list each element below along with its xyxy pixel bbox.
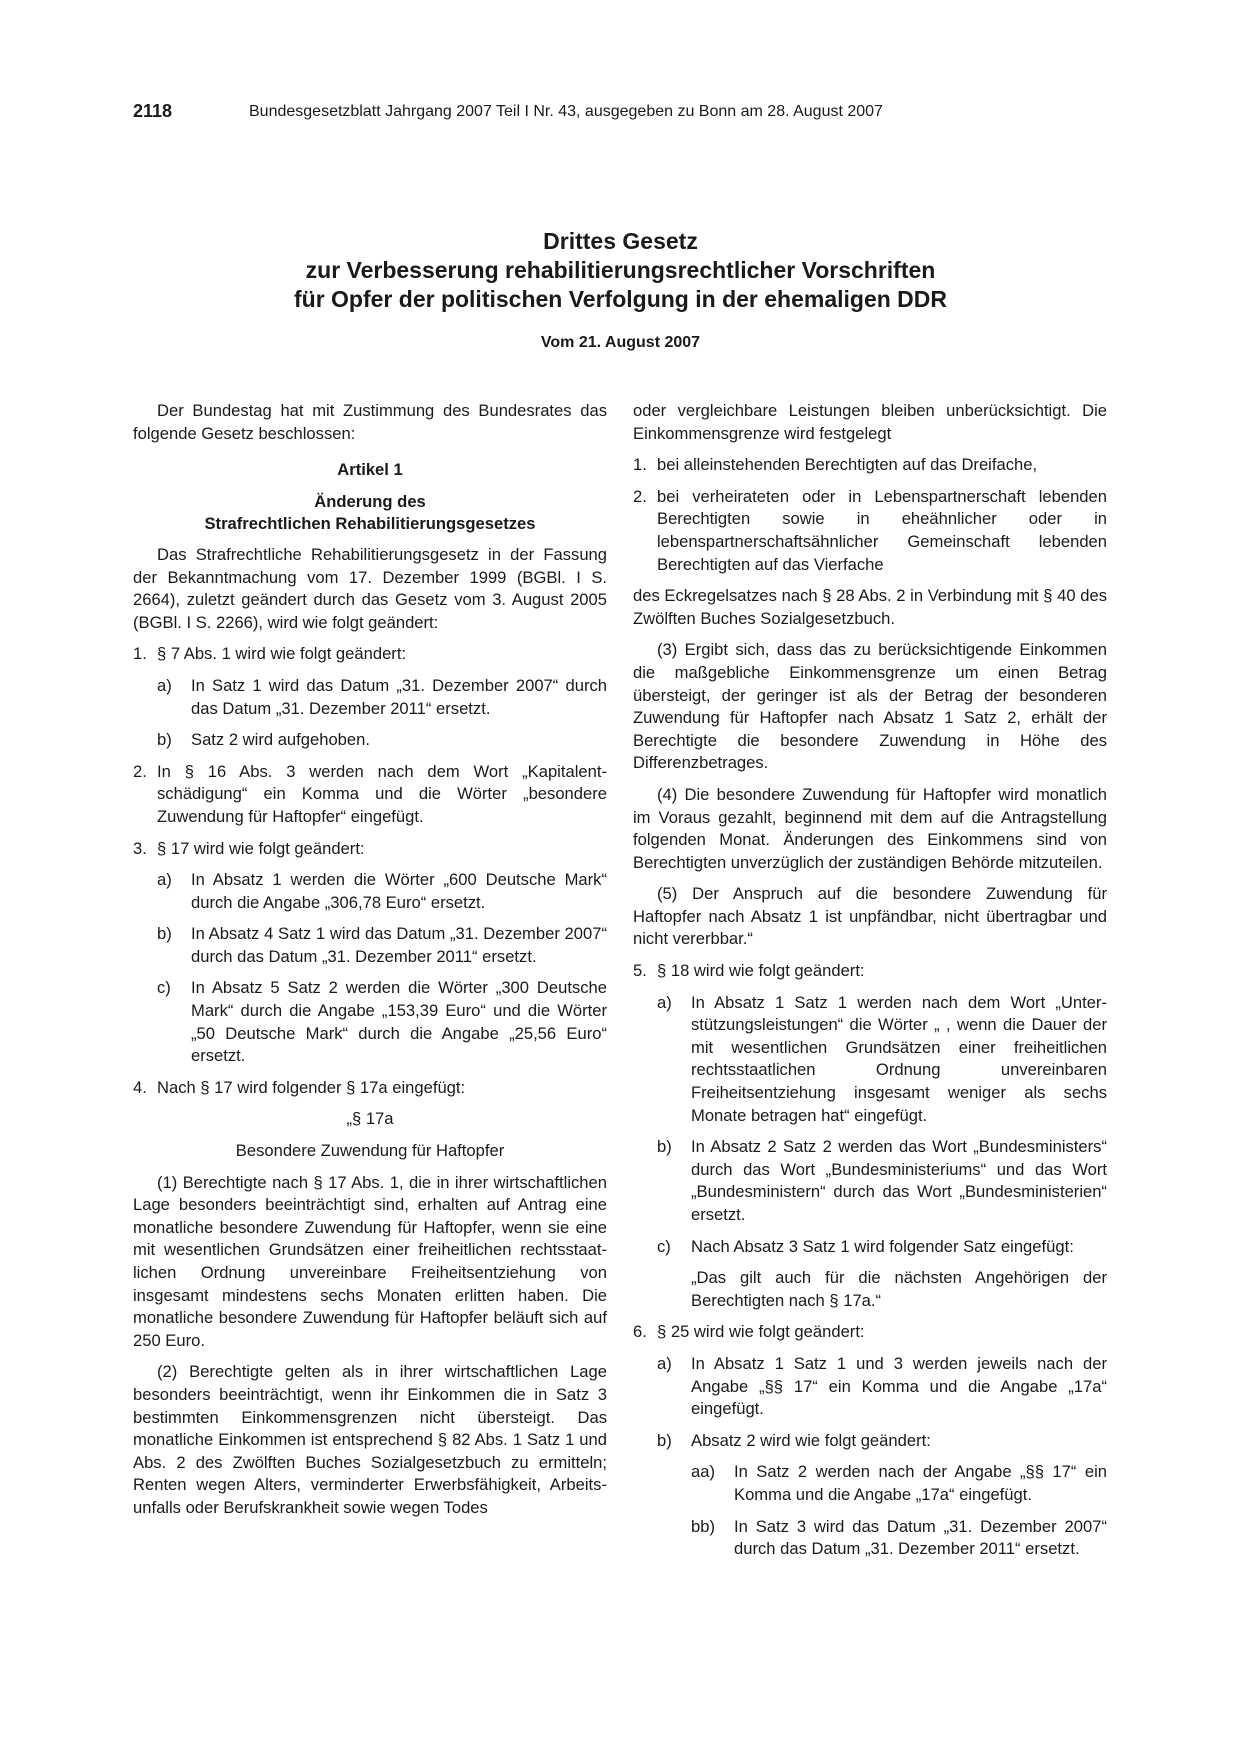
item-text: In Absatz 5 Satz 2 werden die Wörter „300 Deutsche Mark“ durch die Angabe „153,39 Euro“ und die Wörter „50 Deutsche Mark“ durch die Angabe „25,56 Euro“ ersetzt. (191, 978, 607, 1066)
item-text: bei alleinstehenden Berechtigten auf das Dreifache, (657, 455, 1038, 475)
item-text: In Absatz 4 Satz 1 wird das Datum „31. Dezember 2007“ durch das Datum „31. Dezember 2011“ ersetzt. (191, 924, 607, 966)
list-item (633, 1321, 1107, 1344)
item-text: In § 16 Abs. 3 werden nach dem Wort „Kapitalentschädigung“ ein Komma und die Wörter „besondere Zuwendung für Haftopfer“ eingefügt. (157, 761, 607, 826)
item-text: Satz 2 wird aufgehoben. (191, 730, 370, 750)
paragraph-abs-1: (1) Berechtigte nach § 17 Abs. 1, die in ihrer wirtschaftlichen Lage besonders beeinträchtigt sind, erhalten auf Antrag eine monatliche besondere Zuwendung für Haftopfer, wenn sie eine mit wesentlichen Grundsätzen einer freiheitlichen rechtsstaatlichen Ordnung unvereinbare Freiheitsentziehung von insgesamt mindestens sechs Monaten erlitten haben. Die monatliche besondere Zuwendung für Haftopfer beläuft sich auf 250 Euro. (133, 1172, 607, 1350)
list-item (633, 992, 1107, 1128)
title-line-1: Drittes Gesetz (543, 228, 698, 254)
item-label: 5. (633, 961, 647, 981)
item-label: a) (157, 870, 172, 890)
list-item (133, 838, 607, 861)
list-item (633, 1136, 1107, 1226)
list-item (633, 486, 1107, 576)
section-number: „§ 17a (346, 1109, 394, 1129)
law-title (0, 227, 1241, 314)
item-text: In Absatz 1 Satz 1 und 3 werden jeweils nach der Angabe „§§ 17“ ein Komma und die Angabe „17a“ eingefügt. (691, 1353, 1107, 1419)
article-intro-paragraph: Das Strafrechtliche Rehabilitierungsgesetz in der Fassung der Bekanntmachung vom 17. Dezember 1999 (BGBl. I S. 2664), zuletzt geändert durch das Gesetz vom 3. August 2005 (BGBl. I S. 2266), wird wie folgt geändert: (133, 544, 607, 632)
item-text: In Absatz 2 Satz 2 werden das Wort „Bundesministers“ durch das Wort „Bundesministeriums“ und das Wort „Bundesministern“ durch das Wort „Bundesministerien“ ersetzt. (691, 1137, 1107, 1224)
item-label: b) (657, 1137, 672, 1157)
item-label: 3. (133, 838, 147, 858)
list-item (633, 1516, 1107, 1561)
item-text: § 17 wird wie folgt geändert: (157, 838, 365, 858)
item-label: b) (157, 730, 172, 750)
item-text: § 18 wird wie folgt geändert: (657, 961, 865, 981)
inserted-sentence: „Das gilt auch für die nächsten Angehörigen der Berechtigten nach § 17a.“ (691, 1268, 1107, 1310)
title-line-2: zur Verbesserung rehabilitierungsrechtlicher Vorschriften (305, 257, 936, 283)
item-text: In Absatz 1 werden die Wörter „600 Deutsche Mark“ durch die Angabe „306,78 Euro“ ersetzt. (191, 870, 607, 912)
paragraph-abs-5: (5) Der Anspruch auf die besondere Zuwendung für Haftopfer nach Absatz 1 ist unpfändbar, nicht übertragbar und nicht vererbbar.“ (633, 884, 1107, 949)
running-head: Bundesgesetzblatt Jahrgang 2007 Teil I Nr. 43, ausgegeben zu Bonn am 28. August 2007 (249, 103, 883, 120)
item-label: a) (657, 992, 672, 1012)
list-item (633, 1430, 1107, 1453)
item-label: c) (157, 978, 171, 998)
list-item (133, 675, 607, 720)
item-label: c) (657, 1236, 671, 1256)
list-item (633, 1461, 1107, 1506)
item-label: aa) (691, 1462, 715, 1482)
item-text: In Absatz 1 Satz 1 werden nach dem Wort „Unterstützungsleistungen“ die Wörter „ , wenn die Dauer der mit wesentlichen Grundsätzen einer freiheitlichen rechtsstaatlichen Ordnung unvereinbaren Freiheitsentziehung insgesamt weniger als sechs Monate betragen hat“ eingefügt. (691, 992, 1107, 1125)
item-text: In Satz 3 wird das Datum „31. Dezember 2007“ durch das Datum „31. Dezember 2011“ ersetzt. (734, 1516, 1107, 1559)
law-date: Vom 21. August 2007 (540, 334, 701, 351)
item-label: 2. (133, 761, 147, 781)
item-label: a) (157, 675, 172, 695)
change-heading (133, 491, 607, 536)
list-item (633, 1236, 1107, 1259)
item-text: bei verheirateten oder in Lebenspartnerschaft lebenden Berechtigten sowie in eheähnlicher oder in lebenspartnerschaftsähnlicher Gemeinschaft lebenden Berechtigten auf das Vierfache (657, 486, 1107, 574)
item-text: Nach Absatz 3 Satz 1 wird folgender Satz eingefügt: (691, 1236, 1074, 1256)
item-text: § 25 wird wie folgt geändert: (657, 1322, 865, 1342)
page-number: 2118 (133, 101, 173, 121)
intro-paragraph: Der Bundestag hat mit Zustimmung des Bundesrates das folgende Gesetz beschlossen: (133, 401, 607, 443)
item-label: a) (657, 1353, 672, 1373)
paragraph-abs-3: (3) Ergibt sich, dass das zu berücksichtigende Einkommen die maßgebliche Einkommensgrenze um einen Betrag übersteigt, der geringer ist als der Betrag der besonderen Zuwendung für Haftopfer nach Absatz 1 Satz 2, erhält der Berechtigte die besondere Zuwendung in Höhe des Differenzbetrages. (633, 640, 1107, 773)
list-item (133, 1077, 607, 1100)
list-item (133, 729, 607, 752)
section-title: Besondere Zuwendung für Haftopfer (235, 1141, 505, 1161)
item-label: 1. (133, 644, 147, 664)
list-item (133, 923, 607, 968)
list-item (133, 761, 607, 829)
item-text: In Satz 2 werden nach der Angabe „§§ 17“ ein Komma und die Angabe „17a“ eingefügt. (734, 1462, 1107, 1504)
item-label: 2. (633, 486, 647, 506)
paragraph-abs-2: (2) Berechtigte gelten als in ihrer wirtschaftlichen Lage besonders beeinträchtigt, wenn ihr Einkommen die in Satz 3 bestimmten Einkommensgrenzen nicht übersteigt. Das monatliche Einkommen ist entsprechend § 82 Abs. 1 Satz 1 und Abs. 2 des Zwölften Buches Sozialgesetzbuch zu ermitteln; Renten wegen Alters, verminderter Erwerbsfähigkeit, Arbeitsunfalls oder Berufskrankheit sowie wegen Todes (133, 1362, 607, 1517)
list-item (633, 1353, 1107, 1421)
item-text: Absatz 2 wird wie folgt geändert: (691, 1430, 931, 1450)
article-heading: Artikel 1 (337, 460, 403, 480)
item-text: § 7 Abs. 1 wird wie folgt geändert: (157, 644, 407, 664)
list-item (133, 869, 607, 914)
item-label: 1. (633, 455, 647, 475)
eckregelsatz-paragraph: des Eckregelsatzes nach § 28 Abs. 2 in Verbindung mit § 40 des Zwölften Buches Sozialgesetzbuch. (633, 586, 1107, 628)
change-heading-line-2: Strafrechtlichen Rehabilitierungsgesetzes (204, 514, 536, 534)
list-item (633, 960, 1107, 983)
list-item (633, 454, 1107, 477)
item-label: b) (157, 924, 172, 944)
item-text: Nach § 17 wird folgender § 17a eingefügt: (157, 1077, 466, 1097)
continuation-paragraph: oder vergleichbare Leistungen bleiben unberücksichtigt. Die Einkommensgrenze wird festgelegt (633, 401, 1107, 443)
right-column (633, 400, 1107, 1570)
left-column (133, 400, 607, 1529)
list-item (133, 977, 607, 1067)
item-label: b) (657, 1430, 672, 1450)
item-label: 4. (133, 1077, 147, 1097)
change-heading-line-1: Änderung des (314, 491, 426, 511)
list-item (133, 643, 607, 666)
item-text: In Satz 1 wird das Datum „31. Dezember 2007“ durch das Datum „31. Dezember 2011“ ersetzt. (191, 675, 607, 718)
paragraph-abs-4: (4) Die besondere Zuwendung für Haftopfer wird monatlich im Voraus gezahlt, beginnend mit dem auf die Antragstellung folgenden Monat. Änderungen des Einkommens sind von Berechtigten unverzüglich der zuständigen Behörde mitzuteilen. (633, 784, 1107, 872)
item-label: 6. (633, 1322, 647, 1342)
item-label: bb) (691, 1516, 715, 1536)
title-line-3: für Opfer der politischen Verfolgung in der ehemaligen DDR (293, 286, 948, 312)
